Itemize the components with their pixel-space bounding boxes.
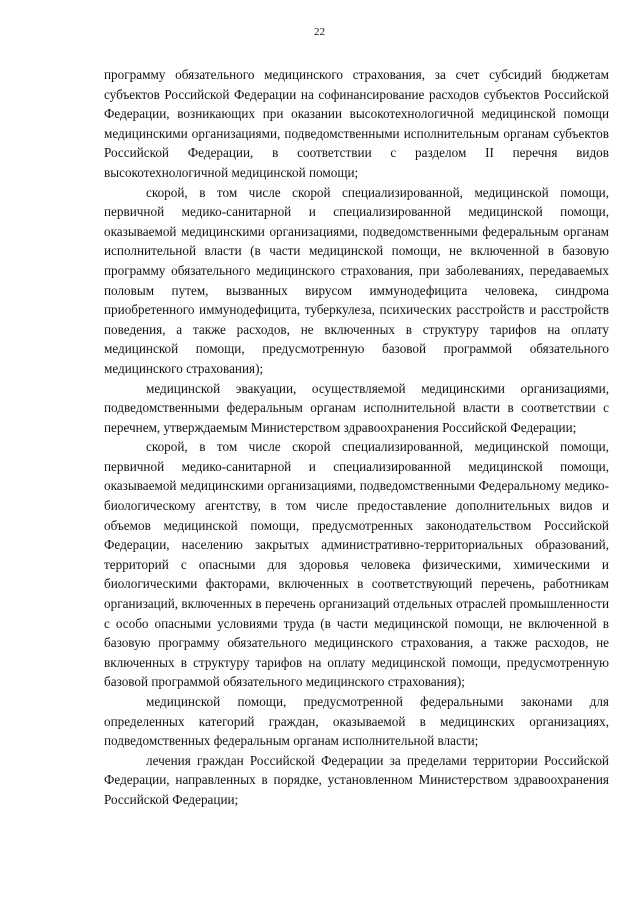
paragraph-medical-evacuation: медицинской эвакуации, осуществляемой медицинскими организациями, подведомственными федеральным органам исполнительной власти в соответствии с перечнем, утверждаемым Министерством здравоохранения Российской Федерации; — [104, 380, 609, 435]
page-number: 22 — [314, 26, 325, 38]
paragraph-emergency-care-federal: скорой, в том числе скорой специализированной, медицинской помощи, первичной медико-санитарной и специализированной медицинской помощи, оказываемой медицинскими организациями, подведомственными федеральным органам исполнительной власти (в части медицинской помощи, не включенной в базовую программу обязательного медицинского страхования, при заболеваниях, передаваемых половым путем, вызванных вирусом иммунодефицита человека, синдрома приобретенного иммунодефицита, туберкулеза, психических расстройств и расстройств поведения, а также расходов, не включенных в структуру тарифов на оплату медицинской помощи, предусмотренную базовой программой обязательного медицинского страхования); — [104, 184, 609, 376]
paragraph-continuation: программу обязательного медицинского страхования, за счет субсидий бюджетам субъектов Российской Федерации на софинансирование расходов субъектов Российской Федерации, возникающих при оказании высокотехнологичной медицинской помощи медицинскими организациями, подведомственными исполнительным органам субъектов Российской Федерации, в соответствии с разделом II перечня видов высокотехнологичной медицинской помощи; — [104, 67, 609, 180]
paragraph-federal-law-categories: медицинской помощи, предусмотренной федеральными законами для определенных категорий граждан, оказываемой в медицинских организациях, подведомственных федеральным органам исполнительной власти; — [104, 694, 609, 749]
paragraph-treatment-abroad: лечения граждан Российской Федерации за пределами территории Российской Федерации, направленных в порядке, установленном Министерством здравоохранения Российской Федерации; — [104, 752, 609, 807]
document-body — [104, 65, 609, 810]
paragraph-emergency-care-fmba: скорой, в том числе скорой специализированной, медицинской помощи, первичной медико-санитарной и специализированной медицинской помощи, оказываемой медицинскими организациями, подведомственными Федеральному медико-биологическому агентству, в том числе предоставление дополнительных видов и объемов медицинской помощи, предусмотренных законодательством Российской Федерации, населению закрытых административно-территориальных образований, территорий с опасными для здоровья человека физическими, химическими и биологическими факторами, включенных в соответствующий перечень, работникам организаций, включенных в перечень организаций отдельных отраслей промышленности с особо опасными условиями труда (в части медицинской помощи, не включенной в базовую программу обязательного медицинского страхования, а также расходов, не включенных в структуру тарифов на оплату медицинской помощи, предусмотренную базовой программой обязательного медицинского страхования); — [104, 439, 609, 690]
